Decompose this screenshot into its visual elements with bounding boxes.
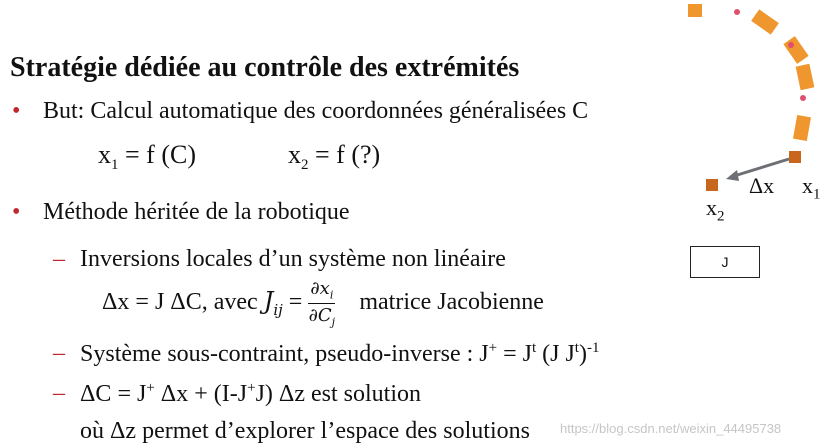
arm-joint	[788, 42, 794, 48]
delta-x-label: Δx	[749, 173, 775, 198]
arm-link	[688, 4, 702, 17]
slide-title: Stratégie dédiée au contrôle des extrémités	[10, 52, 520, 83]
arm-link	[793, 115, 811, 141]
x2-label: $x_2$	[706, 195, 725, 225]
equation-x2: $x_2 = f$ (?)	[288, 140, 381, 174]
dash-marker: –	[53, 380, 65, 406]
method-text: Méthode héritée de la robotique	[43, 199, 350, 225]
jacobian-formula: Δx = J ΔC, avec $J_{ij}$ = $\frac{\partial x_i}{\partial C_j}$ matrice Jacobienne	[102, 278, 544, 329]
equation-x1: $x_1 = f$ (C)	[98, 140, 196, 174]
arm-joint	[800, 95, 806, 101]
bullet-marker: •	[12, 98, 21, 124]
dash-marker: –	[53, 246, 65, 272]
x1-label: $x_1$	[802, 173, 821, 203]
arm-link	[783, 36, 808, 64]
watermark: https://blog.csdn.net/weixin_44495738	[560, 421, 782, 436]
arm-joint	[734, 9, 740, 15]
dash-marker: –	[53, 340, 65, 366]
pseudo-inverse-text: Système sous-contraint, pseudo-inverse : $J^+ = J^t$ (J $J^t)^{-1}$	[80, 340, 600, 367]
explore-text: où Δz permet d’explorer l’espace des solutions	[80, 418, 530, 444]
arrow-head	[726, 170, 739, 181]
bullet-marker: •	[12, 199, 21, 225]
arm-link	[796, 64, 815, 90]
j-box: J	[690, 246, 760, 278]
goal-text: But: Calcul automatique des coordonnées généralisées C	[43, 98, 589, 124]
partial-fraction: $\frac{\partial x_i}{\partial C_j}$	[308, 278, 336, 329]
solution-text: ΔC = J+ Δx + (I-J+J) Δz est solution	[80, 380, 421, 407]
target-x2	[706, 179, 718, 191]
end-effector-x1	[789, 151, 801, 163]
inversions-text: Inversions locales d’un système non linéaire	[80, 246, 506, 272]
arm-link	[751, 9, 779, 34]
